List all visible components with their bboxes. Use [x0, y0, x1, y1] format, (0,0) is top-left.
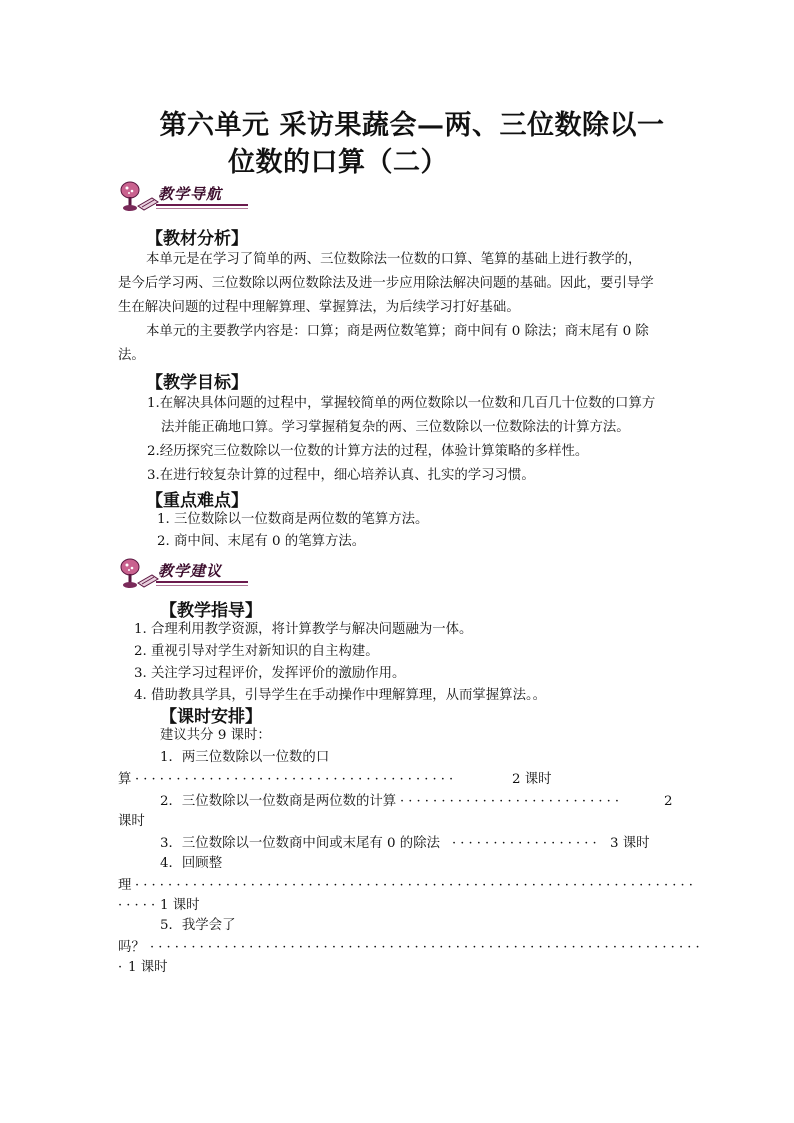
guidance-item-4: 4. 借助教具学具，引导学生在手动操作中理解算理，从而掌握算法。。 — [134, 688, 547, 703]
goal-1-line1: 1.在解决具体问题的过程中，掌握较简单的两位数除以一位数和几百几十位数的口算方 — [147, 396, 656, 411]
analysis-p2-line2: 法。 — [118, 348, 145, 363]
schedule-item-5: 5．我学会了 — [160, 918, 236, 933]
heading-keypoints: 【重点难点】 — [146, 491, 248, 511]
banner-rule-thin — [156, 208, 248, 209]
schedule-item-3: 3．三位数除以一位数商中间或末尾有 0 的除法 — [160, 836, 440, 851]
schedule-item-4-hours: 1 课时 — [160, 898, 200, 913]
heading-guidance: 【教学指导】 — [160, 601, 262, 621]
banner-rule — [156, 581, 248, 583]
analysis-p1-line3: 生在解决问题的过程中理解算理、掌握算法，为后续学习打好基础。 — [118, 300, 520, 315]
guidance-item-3: 3. 关注学习过程评价，发挥评价的激励作用。 — [134, 666, 406, 681]
schedule-item-3-hours: 3 课时 — [610, 836, 650, 851]
section-banner-nav — [118, 180, 248, 214]
guidance-item-1: 1. 合理利用教学资源，将计算教学与解决问题融为一体。 — [134, 622, 473, 637]
keypoint-2: 2. 商中间、末尾有 0 的笔算方法。 — [157, 534, 366, 549]
heading-analysis: 【教材分析】 — [146, 229, 248, 249]
schedule-item-2-cont: 课时 — [118, 814, 145, 829]
schedule-item-4-cont: 理 — [118, 878, 132, 893]
analysis-p1-line2: 是今后学习两、三位数除以两位数除法及进一步应用除法解决问题的基础。因此，要引导学 — [118, 276, 654, 291]
schedule-item-1: 1．两三位数除以一位数的口 — [160, 750, 330, 765]
banner-label: 教学建议 — [158, 562, 223, 580]
heading-schedule: 【课时安排】 — [160, 707, 262, 727]
schedule-intro: 建议共分 9 课时： — [160, 728, 271, 743]
leader-dots: · · · · · · · · · · · · · · · · · · · · · · · · · · · · · · · · · · · · · · · · · · · · · · · · · · · · · · · · · · · · · · · · · · · · — [135, 878, 693, 893]
schedule-item-5-cont: 吗？ — [118, 940, 145, 955]
banner-rule — [156, 204, 248, 206]
goal-1-line2: 法并能正确地口算。学习掌握稍复杂的两、三位数除以一位数除法的计算方法。 — [161, 420, 630, 435]
analysis-p1-line1: 本单元是在学习了简单的两、三位数除法一位数的口算、笔算的基础上进行教学的， — [146, 252, 642, 267]
leader-dots: · · · · · · · · · · · · · · · · · · — [452, 836, 597, 851]
schedule-item-2-hours: 2 — [664, 794, 673, 809]
page-title-line1: 第六单元 采访果蔬会—两、三位数除以一 — [159, 110, 665, 141]
leader-dots: · · · · · · · · · · · · · · · · · · · · · · · · · · · · · · · · · · · · · · · · · · · · · · · · · · · · · · · · · · · · · · · · · · · — [150, 940, 700, 955]
leader-dots: · · · · · · · · · · · · · · · · · · · · · · · · · · · · · · · · · · · · · · · — [135, 772, 454, 787]
goal-3: 3.在进行较复杂计算的过程中，细心培养认真、扎实的学习习惯。 — [147, 468, 535, 483]
banner-label: 教学导航 — [158, 185, 223, 203]
heading-goals: 【教学目标】 — [146, 373, 248, 393]
schedule-item-2: 2．三位数除以一位数商是两位数的计算 — [160, 794, 397, 809]
page-title-line2: 位数的口算（二） — [228, 147, 448, 178]
schedule-item-4: 4．回顾整 — [160, 856, 223, 871]
banner-rule-thin — [156, 585, 248, 586]
schedule-item-1-cont: 算 — [118, 772, 132, 787]
schedule-item-5-hours: 1 课时 — [128, 960, 168, 975]
analysis-p2-line1: 本单元的主要教学内容是：口算；商是两位数笔算；商中间有 0 除法；商末尾有 0 除 — [146, 324, 649, 339]
goal-2: 2.经历探究三位数除以一位数的计算方法的过程，体验计算策略的多样性。 — [147, 444, 589, 459]
schedule-item-1-hours: 2 课时 — [512, 772, 552, 787]
keypoint-1: 1. 三位数除以一位数商是两位数的笔算方法。 — [157, 512, 429, 527]
leader-dots: · — [118, 960, 123, 975]
guidance-item-2: 2. 重视引导对学生对新知识的自主构建。 — [134, 644, 379, 659]
leader-dots: · · · · · · · · · · · · · · · · · · · · · · · · · · · — [400, 794, 620, 809]
section-banner-suggest — [118, 557, 248, 591]
leader-dots: · · · · · — [118, 898, 156, 913]
